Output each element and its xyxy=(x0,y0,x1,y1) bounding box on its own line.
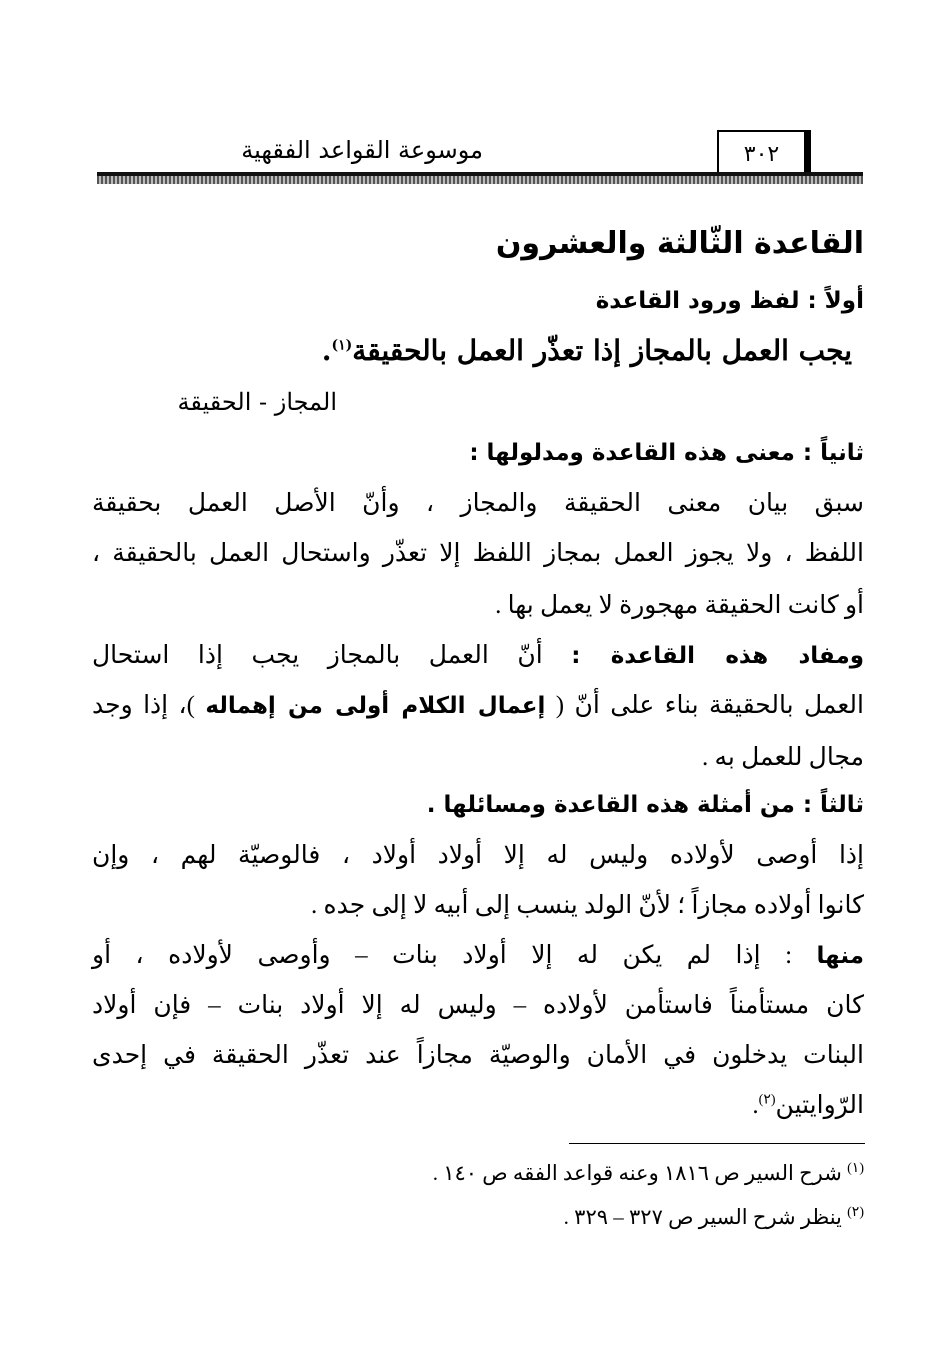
footnote-ref-2: (٢) xyxy=(758,1092,776,1108)
rule-statement-end: . xyxy=(321,334,332,367)
paragraph-text: أنّ العمل بالمجاز يجب إذا استحال xyxy=(92,642,572,669)
rule-keywords: المجاز - الحقيقة xyxy=(177,388,337,416)
paragraph-line xyxy=(92,690,864,720)
paragraph-text: )، إذا وجد xyxy=(92,692,206,719)
rule-heading: القاعدة الثّالثة والعشرون xyxy=(495,226,864,261)
section-label-examples: ثالثاً : من أمثلة هذه القاعدة ومسائلها . xyxy=(426,792,864,818)
rule-statement xyxy=(322,334,852,367)
section-label-meaning: ثانياً : معنى هذه القاعدة ومدلولها : xyxy=(469,440,864,466)
rule-statement-text: يجب العمل بالمجاز إذا تعذّر العمل بالحقيقة xyxy=(352,334,852,367)
paragraph-end: . xyxy=(752,1092,759,1119)
paragraph-text: العمل بالحقيقة بناء على أنّ ( xyxy=(545,692,864,719)
book-title: موسوعة القواعد الفقهية xyxy=(241,136,483,164)
footnote-text: شرح السير ص ١٨١٦ وعنه قواعد الفقه ص ١٤٠ . xyxy=(432,1161,842,1185)
example-lead: منها xyxy=(816,943,864,969)
section-label-wording: أولاً : لفظ ورود القاعدة xyxy=(595,288,864,314)
footnote-2 xyxy=(564,1204,864,1230)
paragraph-line xyxy=(752,1090,864,1120)
footnote-separator xyxy=(569,1143,865,1144)
paragraph-line: اللفظ ، ولا يجوز العمل بمجاز اللفظ إلا تعذّر واستحال العمل بالحقيقة ، xyxy=(92,540,864,567)
paragraph-line xyxy=(92,640,864,670)
footnote-1 xyxy=(433,1160,864,1186)
footnote-ref-1: (١) xyxy=(331,337,353,354)
paragraph-line: كان مستأمناً فاستأمن لأولاده – وليس له إلا أولاد بنات – فإن أولاد xyxy=(92,992,864,1019)
paragraph-line xyxy=(92,940,864,970)
paragraph-line: سبق بيان معنى الحقيقة والمجاز ، وأنّ الأصل العمل بحقيقة xyxy=(92,490,864,517)
paragraph-text: الرّوايتين xyxy=(775,1092,864,1119)
header-pattern-rule xyxy=(97,176,863,184)
running-header xyxy=(97,128,863,184)
paragraph-line: البنات يدخلون في الأمان والوصيّة مجازاً عند تعذّر الحقيقة في إحدى xyxy=(92,1042,864,1069)
page-number: ٣٠٢ xyxy=(717,130,811,178)
paragraph-line: مجال للعمل به . xyxy=(701,744,864,771)
maxim-quote: إعمال الكلام أولى من إهماله xyxy=(205,693,546,719)
purport-lead: ومفاد هذه القاعدة : xyxy=(571,643,864,669)
paragraph-line: كانوا أولاده مجازاً ؛ لأنّ الولد ينسب إلى أبيه لا إلى جده . xyxy=(311,892,864,919)
footnote-mark: (٢) xyxy=(847,1205,864,1220)
footnote-text: ينظر شرح السير ص ٣٢٧ – ٣٢٩ . xyxy=(563,1205,842,1229)
paragraph-line: أو كانت الحقيقة مهجورة لا يعمل بها . xyxy=(495,592,864,619)
paragraph-text: : إذا لم يكن له إلا أولاد بنات – وأوصى لأولاده ، أو xyxy=(92,942,817,969)
paragraph-line: إذا أوصى لأولاده وليس له إلا أولاد أولاد ، فالوصيّة لهم ، وإن xyxy=(92,842,864,869)
footnote-mark: (١) xyxy=(847,1161,864,1176)
